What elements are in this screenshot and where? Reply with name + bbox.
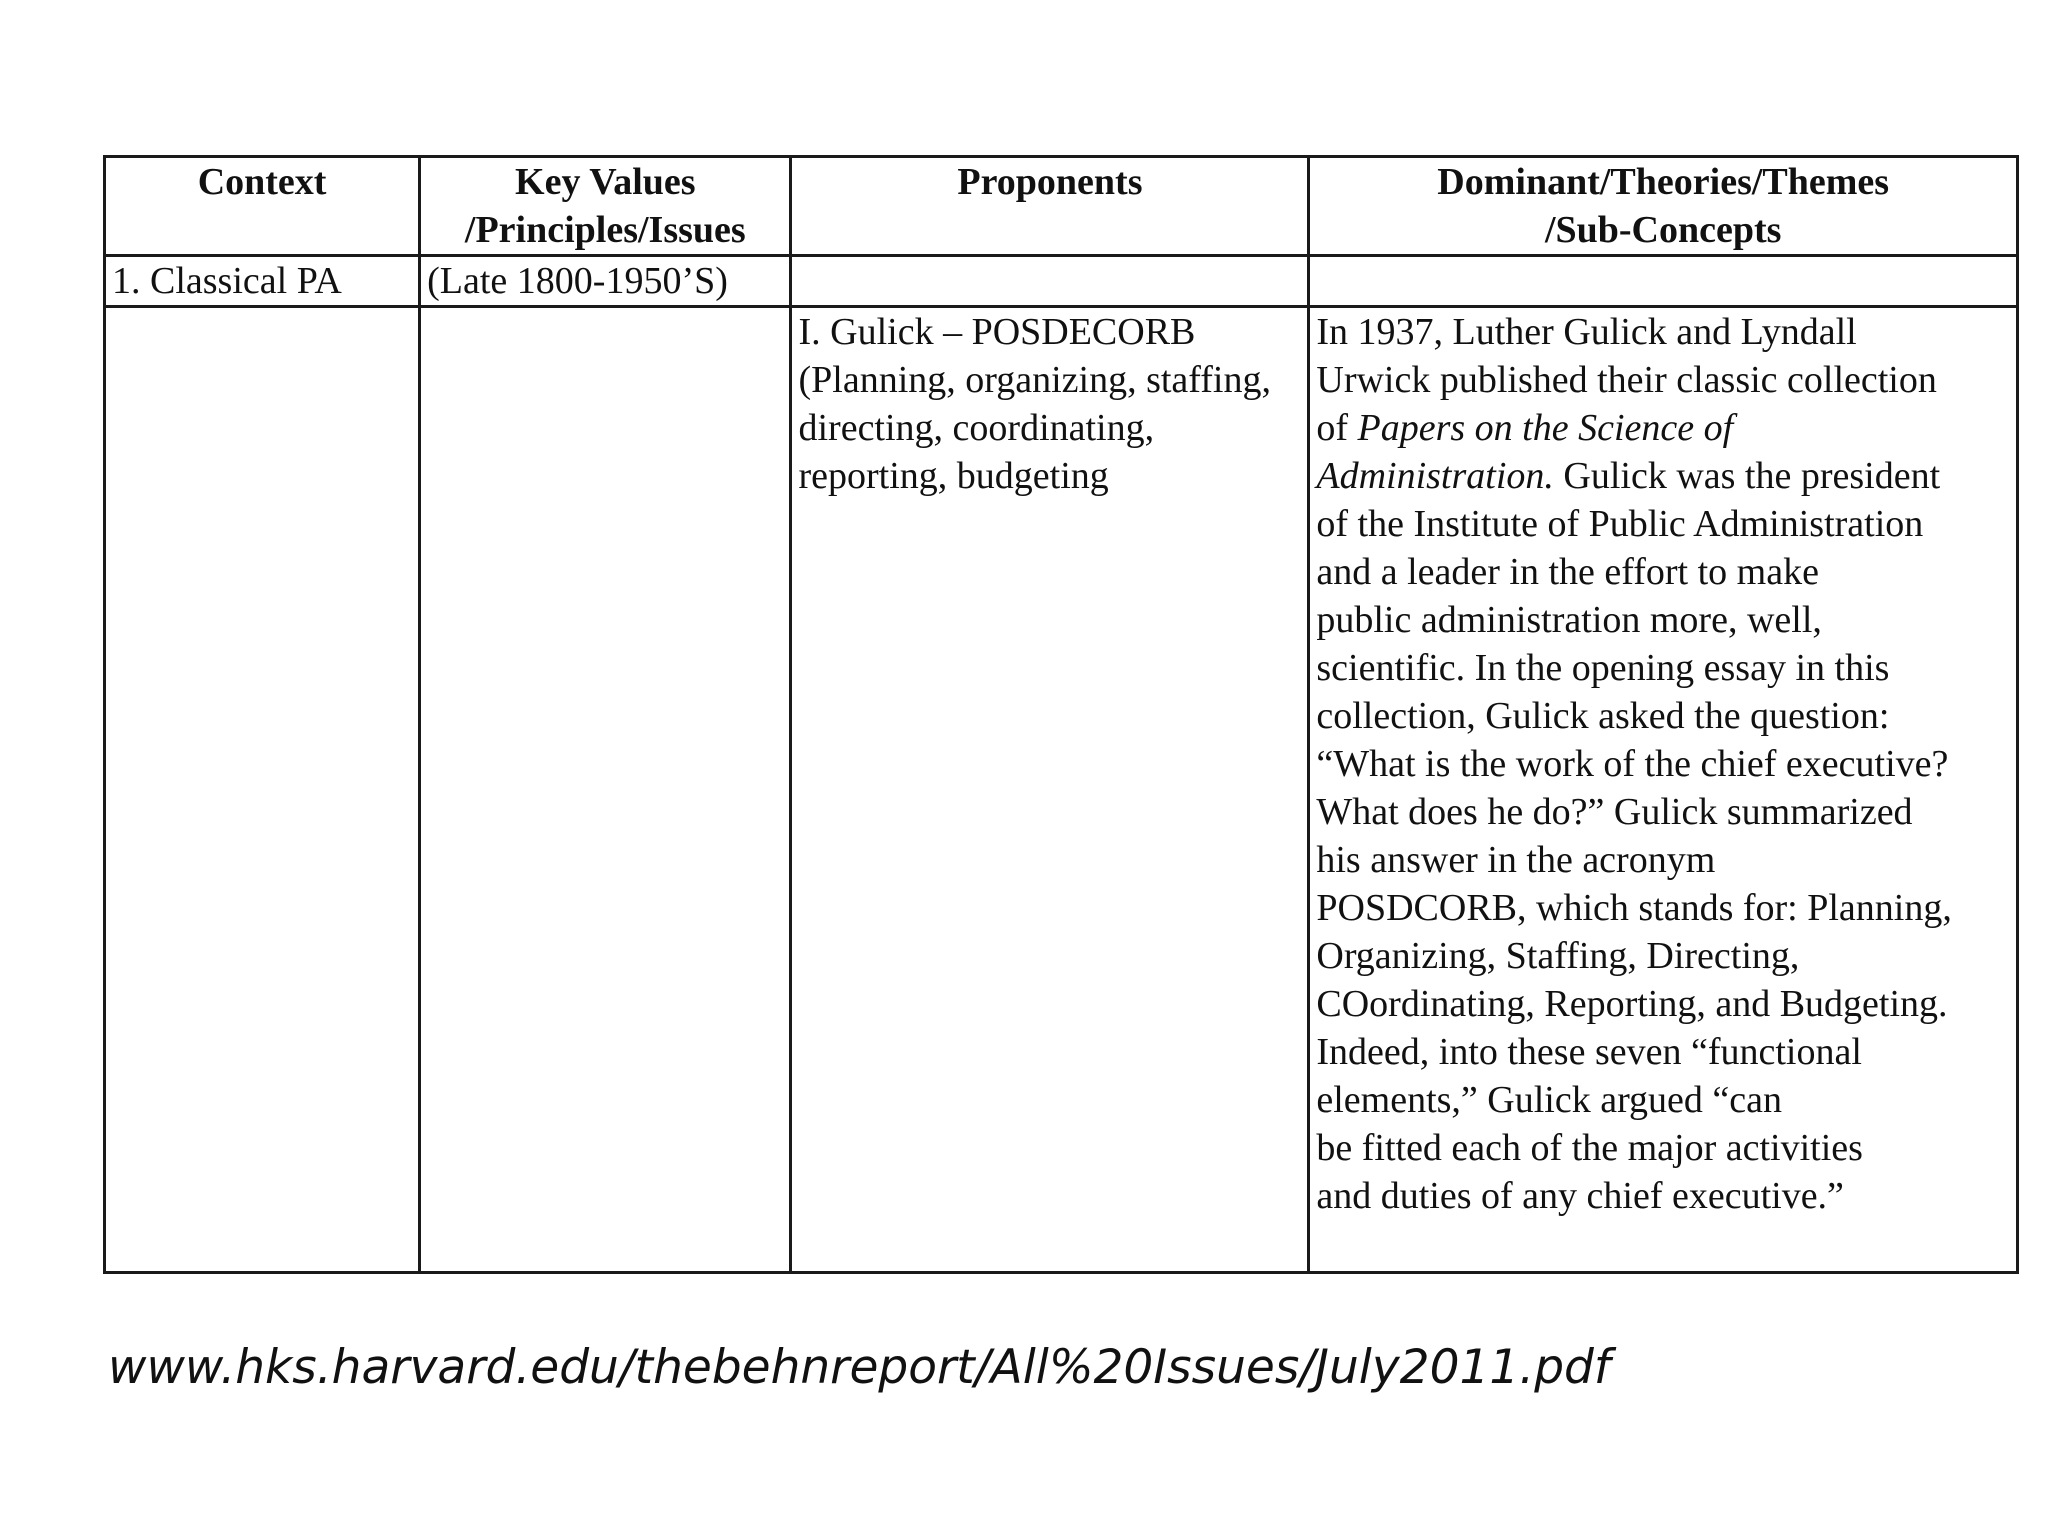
cell-empty-proponents [791,256,1309,307]
themes-line: What does he do?” Gulick summarized [1316,791,1913,833]
cell-context [105,256,420,307]
themes-line: POSDCORB, which stands for: Planning, [1316,887,1952,929]
proponents-line: I. Gulick – POSDECORB [798,311,1196,353]
themes-line: collection, Gulick asked the question: [1316,695,1890,737]
themes-line: public administration more, well, [1316,599,1822,641]
header-key-values-line1: Key Values [515,161,696,203]
public-administration-table [103,155,2019,1274]
table-header-row [105,157,2018,256]
header-context [105,157,420,256]
themes-line [1316,452,2010,500]
header-themes-line1: Dominant/Theories/Themes [1437,161,1890,203]
themes-line-prefix: of [1316,407,1358,449]
cell-themes [1309,307,2018,1273]
themes-line: COordinating, Reporting, and Budgeting. [1316,983,1948,1025]
themes-line: of the Institute of Public Administration [1316,503,1924,545]
themes-line: “What is the work of the chief executive? [1316,743,1949,785]
themes-line: Organizing, Staffing, Directing, [1316,935,1800,977]
proponents-line: reporting, budgeting [798,455,1109,497]
header-themes [1309,157,2018,256]
themes-line: elements,” Gulick argued “can [1316,1079,1783,1121]
themes-line [1316,404,2010,452]
themes-line: In 1937, Luther Gulick and Lyndall [1316,311,1857,353]
era-label: (Late 1800-1950’S) [427,260,728,302]
book-title-part1: Papers on the Science of [1357,407,1734,449]
themes-line: Urwick published their classic collection [1316,359,1937,401]
source-url: www.hks.harvard.edu/thebehnreport/All%20Issues/July2011.pdf [108,1340,1611,1395]
table-row-gulick [105,307,2018,1273]
header-proponents-label: Proponents [957,161,1143,203]
header-key-values [420,157,791,256]
themes-line-rest: Gulick was the president [1553,455,1941,497]
themes-line: and duties of any chief executive.” [1316,1175,1844,1217]
context-label: 1. Classical PA [112,260,342,302]
themes-line: his answer in the acronym [1316,839,1716,881]
header-key-values-line2: /Principles/Issues [464,209,746,251]
cell-empty-themes [1309,256,2018,307]
cell-proponents [791,307,1309,1273]
proponents-line: directing, coordinating, [798,407,1155,449]
cell-era [420,256,791,307]
header-themes-line2: /Sub-Concepts [1544,209,1782,251]
themes-line: scientific. In the opening essay in this [1316,647,1890,689]
cell-empty-context [105,307,420,1273]
themes-line: be fitted each of the major activities [1316,1127,1863,1169]
cell-empty-values [420,307,791,1273]
proponents-line: (Planning, organizing, staffing, [798,359,1271,401]
header-proponents [791,157,1309,256]
table-row-classical-pa [105,256,2018,307]
header-context-label: Context [197,161,327,203]
book-title-part2: Administration. [1316,455,1554,497]
themes-line: and a leader in the effort to make [1316,551,1819,593]
themes-line: Indeed, into these seven “functional [1316,1031,1862,1073]
